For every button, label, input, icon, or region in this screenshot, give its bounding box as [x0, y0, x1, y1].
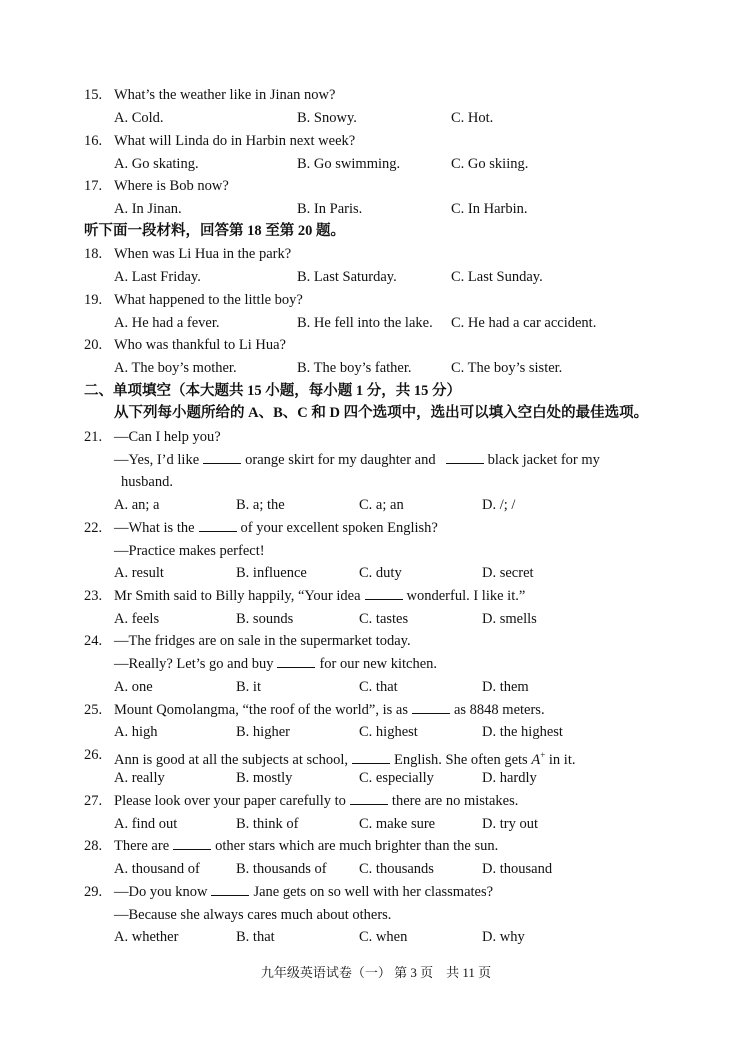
option-d: D. why: [482, 929, 525, 945]
question-stem-line: [114, 587, 525, 605]
option-c: C. The boy’s sister.: [451, 360, 563, 376]
option-d: D. secret: [482, 565, 534, 581]
option-c: C. tastes: [359, 611, 409, 627]
question-stem-line: [114, 701, 545, 719]
stem-text: as 8848 meters.: [453, 702, 545, 718]
question-stem: —Because she always cares much about others.: [114, 907, 392, 923]
option-d: D. thousand: [482, 861, 553, 877]
answer-blank: [199, 519, 237, 532]
option-b: B. that: [236, 929, 275, 945]
option-b: B. He fell into the lake.: [297, 315, 433, 331]
option-b: B. Last Saturday.: [297, 269, 397, 285]
question-stem-line: [114, 746, 575, 769]
question-stem: When was Li Hua in the park?: [114, 246, 292, 262]
option-a: A. Go skating.: [114, 156, 199, 172]
option-b: B. mostly: [236, 770, 293, 786]
question-number: 18.: [84, 246, 103, 262]
option-c: C. Go skiing.: [451, 156, 529, 172]
stem-text: for our new kitchen.: [319, 656, 438, 672]
option-c: C. Last Sunday.: [451, 269, 543, 285]
grade-plus: +: [540, 750, 546, 760]
question-stem: Where is Bob now?: [114, 178, 229, 194]
option-c: C. when: [359, 929, 408, 945]
question-number: 21.: [84, 429, 103, 445]
option-b: B. higher: [236, 724, 290, 740]
question-stem-line: [114, 451, 600, 469]
option-b: B. In Paris.: [297, 201, 363, 217]
option-b: B. The boy’s father.: [297, 360, 412, 376]
answer-blank: [211, 883, 249, 896]
listening-instruction: 听下面一段材料，回答第 18 至第 20 题。: [84, 223, 345, 239]
option-d: D. hardly: [482, 770, 537, 786]
question-stem-line: [114, 792, 518, 810]
option-c: C. In Harbin.: [451, 201, 528, 217]
question-number: 15.: [84, 87, 103, 103]
answer-blank: [412, 701, 450, 714]
stem-text: There are: [114, 838, 170, 854]
option-b: B. influence: [236, 565, 307, 581]
option-a: A. whether: [114, 929, 179, 945]
option-c: C. highest: [359, 724, 418, 740]
stem-text: Jane gets on so well with her classmates?: [253, 884, 494, 900]
question-stem-line: [114, 837, 498, 855]
stem-text: black jacket for my: [487, 452, 600, 468]
option-a: A. feels: [114, 611, 160, 627]
option-a: A. The boy’s mother.: [114, 360, 237, 376]
stem-text: —Yes, I’d like: [114, 452, 200, 468]
option-b: B. think of: [236, 816, 299, 832]
question-number: 22.: [84, 520, 103, 536]
grade-letter: A: [531, 752, 541, 768]
question-stem: —Practice makes perfect!: [114, 543, 265, 559]
option-a: A. really: [114, 770, 165, 786]
option-c: C. make sure: [359, 816, 436, 832]
stem-text: of your excellent spoken English?: [240, 520, 438, 536]
stem-text: in it.: [548, 752, 576, 768]
stem-text: orange skirt for my daughter and: [245, 452, 436, 468]
answer-blank: [203, 451, 241, 464]
option-b: B. thousands of: [236, 861, 327, 877]
question-stem: —The fridges are on sale in the supermarket today.: [114, 633, 411, 649]
stem-text: —Do you know: [114, 884, 208, 900]
question-stem: Who was thankful to Li Hua?: [114, 337, 286, 353]
answer-blank: [350, 792, 388, 805]
option-d: D. try out: [482, 816, 538, 832]
question-number: 19.: [84, 292, 103, 308]
stem-text: English. She often gets: [393, 752, 528, 768]
option-c: C. thousands: [359, 861, 434, 877]
stem-text: —Really? Let’s go and buy: [114, 656, 274, 672]
option-c: C. especially: [359, 770, 434, 786]
option-a: A. result: [114, 565, 164, 581]
question-number: 23.: [84, 588, 103, 604]
question-number: 20.: [84, 337, 103, 353]
option-c: C. that: [359, 679, 398, 695]
answer-blank: [446, 451, 484, 464]
question-number: 29.: [84, 884, 103, 900]
option-d: D. /; /: [482, 497, 516, 513]
answer-blank: [277, 655, 315, 668]
question-number: 25.: [84, 702, 103, 718]
answer-blank: [365, 587, 403, 600]
option-a: A. In Jinan.: [114, 201, 182, 217]
option-a: A. an; a: [114, 497, 160, 513]
question-number: 26.: [84, 747, 103, 763]
option-c: C. duty: [359, 565, 402, 581]
option-a: A. He had a fever.: [114, 315, 220, 331]
stem-text: Please look over your paper carefully to: [114, 793, 346, 809]
stem-text: Mr Smith said to Billy happily, “Your idea: [114, 588, 361, 604]
question-number: 27.: [84, 793, 103, 809]
option-a: A. Cold.: [114, 110, 164, 126]
option-b: B. a; the: [236, 497, 285, 513]
question-number: 24.: [84, 633, 103, 649]
answer-blank: [352, 751, 390, 764]
stem-text: —What is the: [114, 520, 195, 536]
stem-text: wonderful. I like it.”: [406, 588, 526, 604]
stem-text: Ann is good at all the subjects at school,: [114, 752, 348, 768]
option-d: D. them: [482, 679, 529, 695]
option-a: A. Last Friday.: [114, 269, 201, 285]
option-a: A. high: [114, 724, 158, 740]
section-title: 二、单项填空（本大题共 15 小题，每小题 1 分，共 15 分）: [84, 383, 461, 399]
page-footer: 九年级英语试卷（一） 第 3 页 共 11 页: [260, 965, 492, 980]
stem-text: Mount Qomolangma, “the roof of the world”, is as: [114, 702, 408, 718]
question-stem: What happened to the little boy?: [114, 292, 303, 308]
option-c: C. a; an: [359, 497, 404, 513]
question-number: 28.: [84, 838, 103, 854]
section-instruction: 从下列每小题所给的 A、B、C 和 D 四个选项中，选出可以填入空白处的最佳选项。: [114, 405, 649, 421]
option-a: A. find out: [114, 816, 178, 832]
option-b: B. Go swimming.: [297, 156, 401, 172]
option-d: D. smells: [482, 611, 537, 627]
option-c: C. Hot.: [451, 110, 494, 126]
option-a: A. one: [114, 679, 153, 695]
question-stem: husband.: [121, 474, 173, 490]
stem-text: there are no mistakes.: [391, 793, 519, 809]
question-stem-line: [114, 883, 493, 901]
answer-blank: [173, 837, 211, 850]
option-d: D. the highest: [482, 724, 563, 740]
option-b: B. Snowy.: [297, 110, 357, 126]
question-stem: —Can I help you?: [114, 429, 221, 445]
question-number: 16.: [84, 133, 103, 149]
question-stem: What’s the weather like in Jinan now?: [114, 87, 336, 103]
option-c: C. He had a car accident.: [451, 315, 597, 331]
option-a: A. thousand of: [114, 861, 200, 877]
question-number: 17.: [84, 178, 103, 194]
option-b: B. sounds: [236, 611, 294, 627]
question-stem: What will Linda do in Harbin next week?: [114, 133, 356, 149]
question-stem-line: [114, 655, 437, 673]
question-stem-line: [114, 519, 438, 537]
stem-text: other stars which are much brighter than the sun.: [215, 838, 499, 854]
option-b: B. it: [236, 679, 261, 695]
